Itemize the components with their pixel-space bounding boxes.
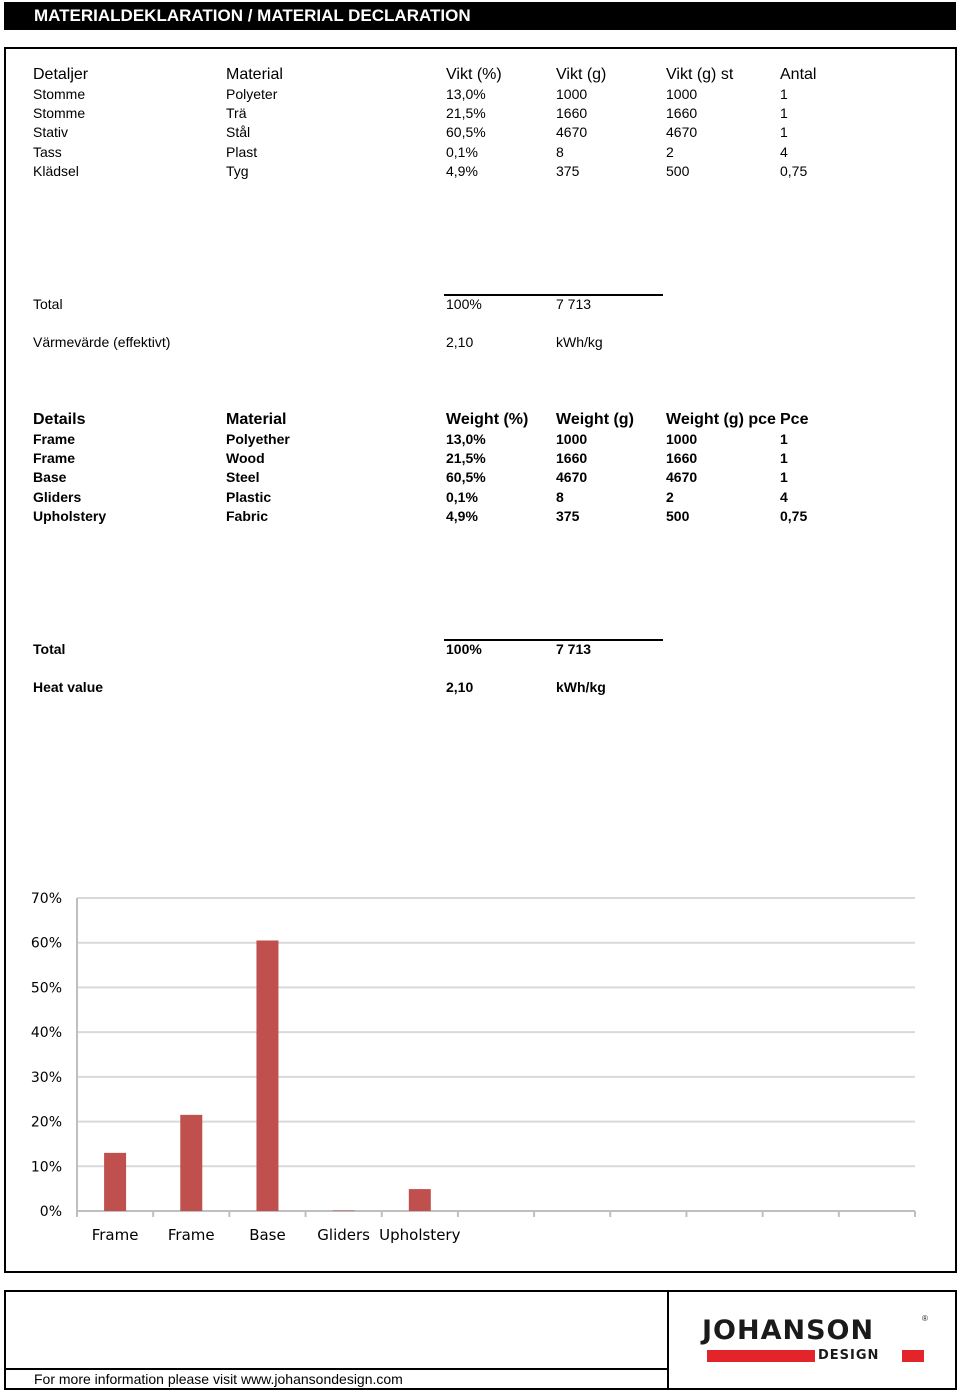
sv-cell-weight-g: 375 (556, 162, 580, 179)
en-cell-weight-g: 8 (556, 488, 564, 505)
en-cell-weight-pct: 4,9% (446, 507, 478, 524)
y-tick-label: 40% (30, 1025, 62, 1042)
en-header-weight-g-pce: Weight (g) pce (666, 411, 776, 428)
sv-total-pct: 100% (446, 296, 482, 312)
x-category-label: Frame (167, 1226, 215, 1244)
sv-cell-weight-pct: 21,5% (446, 105, 486, 122)
sv-header-weight-pct: Vikt (%) (446, 66, 502, 83)
sv-total-label: Total (33, 296, 63, 312)
en-cell-weight-g-pce: 4670 (666, 469, 698, 486)
sv-cell-material: Trä (226, 105, 247, 122)
en-total-label: Total (33, 641, 66, 657)
bar-frame (104, 1153, 126, 1211)
en-cell-details: Base (33, 469, 67, 486)
sv-cell-details: Stomme (33, 86, 86, 102)
en-cell-material: Polyether (226, 431, 290, 447)
johanson-logo-design: DESIGN (818, 1348, 880, 1363)
sv-cell-material: Polyeter (226, 86, 278, 102)
sv-header-details: Detaljer (33, 66, 89, 83)
footer-divider-vertical (667, 1292, 669, 1388)
sv-cell-weight-g-pce: 2 (666, 143, 674, 160)
en-cell-weight-pct: 13,0% (446, 431, 486, 447)
sv-cell-weight-pct: 13,0% (446, 86, 486, 102)
sv-cell-pce: 1 (780, 124, 788, 141)
sv-cell-details: Tass (33, 143, 62, 160)
sv-cell-weight-pct: 4,9% (446, 162, 478, 179)
sv-cell-pce: 0,75 (780, 162, 808, 179)
sv-cell-material: Plast (226, 143, 258, 160)
sv-cell-pce: 1 (780, 105, 788, 122)
y-tick-label: 30% (30, 1069, 62, 1086)
sv-cell-weight-g-pce: 1660 (666, 105, 698, 122)
en-cell-weight-g: 4670 (556, 469, 588, 486)
en-cell-weight-pct: 21,5% (446, 450, 486, 467)
y-tick-label: 70% (30, 891, 62, 907)
en-cell-details: Upholstery (33, 507, 107, 524)
x-category-label: Frame (91, 1226, 139, 1244)
sv-heat-unit: kWh/kg (556, 334, 603, 350)
en-cell-weight-g: 1000 (556, 431, 588, 447)
en-heat-value: 2,10 (446, 679, 474, 695)
johanson-logo-wordmark: JOHANSON (702, 1315, 875, 1346)
en-cell-weight-g-pce: 1000 (666, 431, 698, 447)
sv-cell-pce: 1 (780, 86, 788, 102)
sv-cell-weight-g-pce: 4670 (666, 124, 698, 141)
sv-cell-weight-g: 1000 (556, 86, 588, 102)
en-cell-material: Fabric (226, 507, 269, 524)
en-cell-weight-g-pce: 1660 (666, 450, 698, 467)
en-total-pct: 100% (446, 641, 482, 657)
sv-cell-weight-pct: 60,5% (446, 124, 486, 141)
en-cell-details: Gliders (33, 488, 82, 505)
en-heat-unit: kWh/kg (556, 679, 606, 695)
bar-base (256, 940, 278, 1211)
sv-total-g: 7 713 (556, 296, 592, 312)
en-total-g: 7 713 (556, 641, 592, 657)
y-tick-label: 10% (30, 1159, 62, 1176)
en-header-details: Details (33, 411, 86, 428)
en-cell-weight-g-pce: 2 (666, 488, 674, 505)
y-tick-label: 20% (30, 1114, 62, 1131)
en-cell-pce: 1 (780, 469, 788, 486)
en-cell-material: Plastic (226, 488, 272, 505)
logo-red-bar-left (707, 1350, 815, 1362)
footer-info-text: For more information please visit www.johansondesign.com (34, 1371, 403, 1387)
x-category-label: Base (249, 1226, 286, 1244)
sv-cell-details: Klädsel (33, 162, 79, 179)
en-cell-details: Frame (33, 450, 76, 467)
sv-cell-weight-g-pce: 1000 (666, 86, 698, 102)
sv-header-weight-g-pce: Vikt (g) st (666, 66, 734, 83)
en-cell-weight-g: 375 (556, 507, 580, 524)
sv-cell-material: Stål (226, 124, 251, 141)
en-cell-pce: 4 (780, 488, 788, 505)
en-header-pce: Pce (780, 411, 809, 428)
sv-cell-weight-pct: 0,1% (446, 143, 478, 160)
en-cell-material: Steel (226, 469, 260, 486)
sv-cell-details: Stativ (33, 124, 69, 141)
footer-divider-horizontal (6, 1368, 667, 1370)
en-cell-material: Wood (226, 450, 265, 467)
sv-cell-weight-g: 4670 (556, 124, 588, 141)
sv-header-weight-g: Vikt (g) (556, 66, 607, 83)
en-cell-pce: 1 (780, 431, 788, 447)
sv-heat-label: Värmevärde (effektivt) (33, 334, 171, 350)
sv-header-pce: Antal (780, 66, 817, 83)
y-tick-label: 50% (30, 980, 62, 997)
en-cell-weight-pct: 0,1% (446, 488, 478, 505)
sv-cell-material: Tyg (226, 162, 249, 179)
en-cell-weight-g: 1660 (556, 450, 588, 467)
logo-red-bar-right (902, 1350, 924, 1362)
x-category-label: Gliders (317, 1226, 370, 1244)
sv-cell-weight-g: 1660 (556, 105, 588, 122)
en-cell-pce: 1 (780, 450, 788, 467)
en-cell-details: Frame (33, 431, 76, 447)
bar-frame (180, 1115, 202, 1211)
en-cell-weight-pct: 60,5% (446, 469, 486, 486)
en-header-weight-g: Weight (g) (556, 411, 634, 428)
sv-heat-value: 2,10 (446, 334, 474, 350)
sv-cell-details: Stomme (33, 105, 86, 122)
bar-upholstery (409, 1189, 431, 1211)
en-cell-weight-g-pce: 500 (666, 507, 690, 524)
bar-gliders (333, 1211, 355, 1212)
x-category-label: Upholstery (379, 1226, 461, 1244)
en-heat-label: Heat value (33, 679, 104, 695)
y-tick-label: 0% (39, 1204, 62, 1220)
document-title: MATERIALDEKLARATION / MATERIAL DECLARATION (4, 2, 956, 30)
sv-cell-pce: 4 (780, 143, 788, 160)
sv-cell-weight-g: 8 (556, 143, 564, 160)
y-tick-label: 60% (30, 935, 62, 952)
en-cell-pce: 0,75 (780, 507, 808, 524)
en-header-weight-pct: Weight (%) (446, 411, 529, 428)
en-header-material: Material (226, 411, 287, 428)
sv-cell-weight-g-pce: 500 (666, 162, 690, 179)
sv-header-material: Material (226, 66, 283, 83)
logo-registered-mark: ® (922, 1314, 928, 1323)
